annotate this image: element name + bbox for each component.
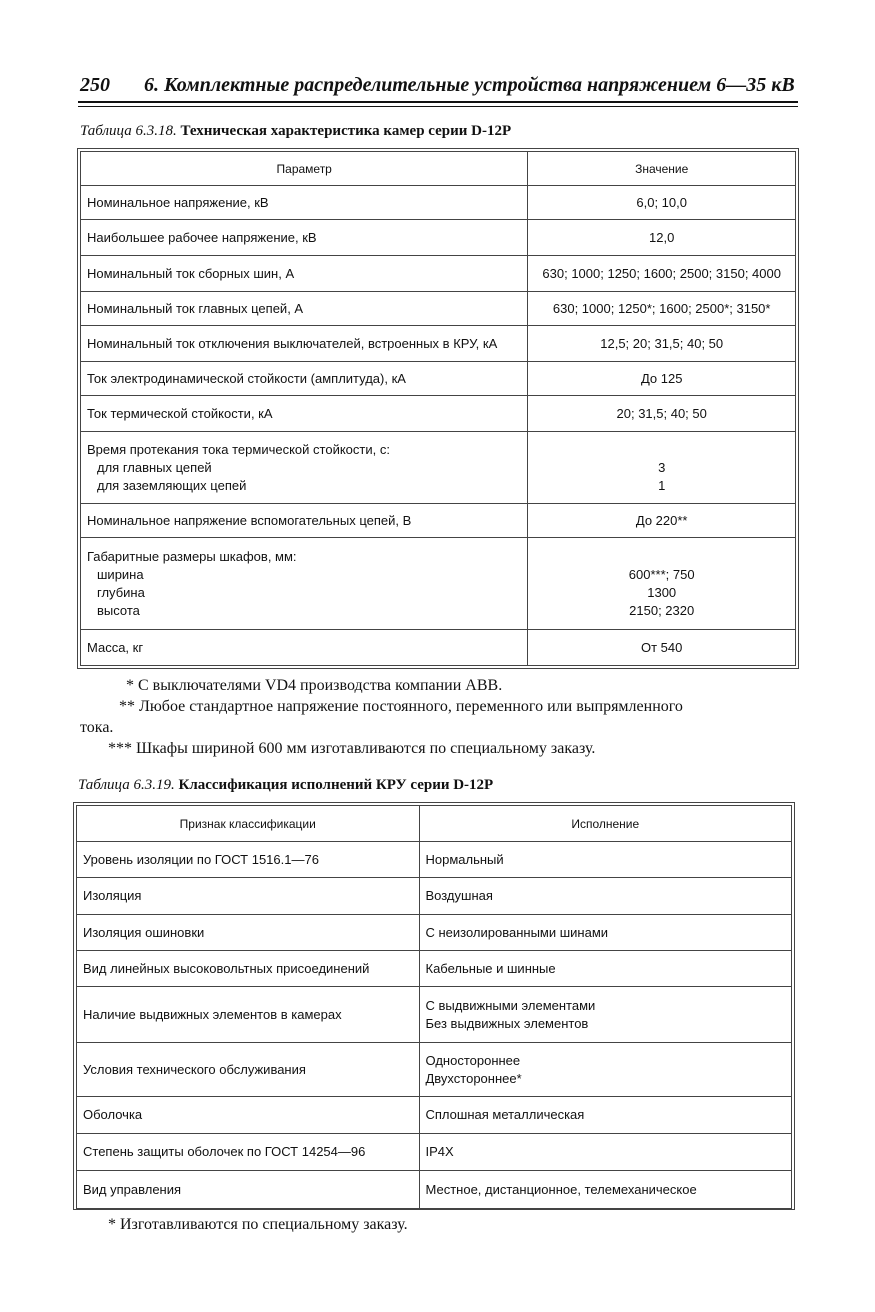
table2-variant-text: Одностороннее [425, 1052, 521, 1068]
table2-variant-cell [419, 1097, 792, 1134]
table1-param-cell [81, 256, 528, 292]
table2-feature-text: Изоляция ошиновки [83, 924, 205, 940]
table2-variant-text: Двухстороннее* [425, 1070, 522, 1086]
table1-row [81, 256, 796, 292]
table1-param-text: Масса, кг [87, 639, 144, 655]
table2-caption-number: Таблица 6.3.19. [78, 777, 175, 793]
table1-value-cell [528, 362, 796, 396]
table2-caption [78, 777, 493, 794]
page-number: 250 [80, 74, 110, 96]
table2-variant-text: IP4X [425, 1144, 454, 1159]
table1-footnote-3: *** Шкафы шириной 600 мм изготавливаются по специальному заказу. [108, 740, 596, 757]
table2-row [77, 915, 792, 951]
table1-param-text: Номинальный ток отключения выключателей, встроенных в КРУ, кА [87, 335, 498, 351]
table2-variant-cell [419, 1043, 792, 1097]
table2-body [77, 842, 792, 1209]
table1-footnote-2-cont: тока. [80, 719, 114, 736]
table1-param-cell [81, 630, 528, 666]
table2-variant-cell [419, 878, 792, 915]
table1-header-value: Значение [528, 152, 796, 186]
table1-value-cell [528, 220, 796, 256]
table1-value-text: До 220** [635, 512, 688, 528]
table1-param-cell [81, 504, 528, 538]
table2-feature-cell [77, 987, 420, 1043]
table1-param-text: высота [97, 602, 140, 618]
table2-feature-text: Степень защиты оболочек по ГОСТ 14254—96 [83, 1144, 366, 1159]
table1-value-text: 3 [658, 459, 666, 475]
table2-variant-text: С неизолированными шинами [425, 924, 609, 940]
table2-feature-cell [77, 1043, 420, 1097]
table1-param-text: Номинальный ток сборных шин, А [87, 265, 295, 281]
table2-feature-cell [77, 1097, 420, 1134]
table1-value-cell [528, 326, 796, 362]
table2-variant-text: Без выдвижных элементов [425, 1015, 589, 1031]
table2-caption-title: Классификация исполнений КРУ серии D-12P [178, 777, 494, 793]
header-rule-thin [78, 106, 798, 107]
table1-row [81, 326, 796, 362]
table1-value-text: 12,5; 20; 31,5; 40; 50 [600, 335, 724, 351]
table2-feature-text: Вид линейных высоковольтных присоединений [83, 960, 370, 976]
table1-value-cell [528, 256, 796, 292]
table2-variant-text: Кабельные и шинные [425, 960, 556, 976]
table1-value-text: 630; 1000; 1250*; 1600; 2500*; 3150* [552, 300, 771, 316]
table1-param-text: глубина [97, 584, 145, 600]
table1-param-text: Ток термической стойкости, кА [87, 405, 273, 421]
table1-value-cell [528, 630, 796, 666]
table1-param-cell [81, 292, 528, 326]
table1-row [81, 396, 796, 432]
table2-header-variant: Исполнение [419, 806, 792, 842]
table2-feature-text: Оболочка [83, 1107, 143, 1122]
table1-param-cell [81, 362, 528, 396]
table2-variant-text: Воздушная [425, 888, 493, 903]
table1-value-cell [528, 504, 796, 538]
table1-caption-number: Таблица 6.3.18. [80, 123, 177, 139]
table1-param-cell [81, 432, 528, 504]
table1-row [81, 538, 796, 630]
table1-value-text: 1300 [647, 584, 677, 600]
table1-value-cell [528, 538, 796, 630]
table2-variant-text: Сплошная металлическая [425, 1107, 585, 1122]
table1-caption-title: Техническая характеристика камер серии D-12P [180, 123, 512, 139]
table1-footnote-1: * С выключателями VD4 производства компании ABB. [126, 677, 503, 694]
table1-param-cell [81, 186, 528, 220]
table2-row [77, 1097, 792, 1134]
table1-row [81, 630, 796, 666]
table1-row [81, 362, 796, 396]
running-title: 6. Комплектные распределительные устройства напряжением 6—35 кВ [144, 74, 795, 96]
table1-param-text: ширина [97, 566, 144, 582]
table1-header-row [81, 152, 796, 186]
table1-value-text: 1 [658, 477, 666, 493]
table2-variant-cell [419, 842, 792, 878]
table2-feature-text: Условия технического обслуживания [83, 1061, 306, 1077]
table1-value-text: 12,0 [649, 229, 675, 245]
table2-variant-text: Нормальный [425, 851, 504, 867]
table2-feature-cell [77, 1171, 420, 1209]
table2-feature-cell [77, 951, 420, 987]
table2-variant-text: Местное, дистанционное, телемеханическое [425, 1181, 697, 1197]
table2-row [77, 1171, 792, 1209]
table2-footnote: * Изготавливаются по специальному заказу. [108, 1216, 408, 1233]
header-rule-thick [78, 101, 798, 103]
table1-param-text: Номинальный ток главных цепей, А [87, 300, 304, 316]
table2-feature-text: Уровень изоляции по ГОСТ 1516.1—76 [83, 851, 319, 867]
table2-row [77, 842, 792, 878]
table1-value-text: 630; 1000; 1250; 1600; 2500; 3150; 4000 [542, 265, 781, 281]
table2-header-feature: Признак классификации [77, 806, 420, 842]
table2-feature-text: Вид управления [83, 1181, 182, 1197]
table1-footnote-2: ** Любое стандартное напряжение постоянного, переменного или выпрямленного [119, 698, 683, 715]
table1-row [81, 220, 796, 256]
table1-value-cell [528, 432, 796, 504]
table1-value-text: От 540 [641, 639, 683, 655]
table1-body [81, 186, 796, 666]
table1-value-text: 600***; 750 [628, 566, 695, 582]
table2-variant-cell [419, 1171, 792, 1209]
table2 [76, 805, 792, 1209]
table1 [80, 151, 796, 666]
table1-param-text: Габаритные размеры шкафов, мм: [87, 548, 297, 564]
table1-param-text: Ток электродинамической стойкости (амплитуда), кА [87, 370, 406, 386]
table1-value-text: 2150; 2320 [629, 602, 695, 618]
table2-feature-cell [77, 915, 420, 951]
table2-row [77, 1043, 792, 1097]
table1-value-cell [528, 292, 796, 326]
table1-param-text: для заземляющих цепей [97, 477, 247, 493]
table1-value-cell [528, 186, 796, 220]
table1-param-text: Время протекания тока термической стойкости, с: [87, 441, 390, 457]
table1-row [81, 292, 796, 326]
table1-param-text: Номинальное напряжение, кВ [87, 194, 269, 210]
table2-variant-cell [419, 951, 792, 987]
table1-param-cell [81, 220, 528, 256]
table2-variant-cell [419, 915, 792, 951]
table1-param-cell [81, 538, 528, 630]
table1-header-param: Параметр [81, 152, 528, 186]
table2-feature-text: Наличие выдвижных элементов в камерах [83, 1006, 342, 1022]
table1-param-text: Наибольшее рабочее напряжение, кВ [87, 229, 317, 245]
table2-variant-text: С выдвижными элементами [425, 997, 596, 1013]
table2-row [77, 878, 792, 915]
table1-value-text: До 125 [640, 370, 683, 386]
table2-variant-cell [419, 987, 792, 1043]
table1-row [81, 432, 796, 504]
table1-value-text [534, 548, 789, 566]
table1-row [81, 504, 796, 538]
table1-row [81, 186, 796, 220]
table2-row [77, 951, 792, 987]
table2-header-row [77, 806, 792, 842]
table1-caption [80, 123, 511, 140]
table1-param-text: для главных цепей [97, 459, 212, 475]
table2-row [77, 1134, 792, 1171]
table1-param-cell [81, 396, 528, 432]
table1-value-text [534, 441, 789, 459]
table1-value-text: 20; 31,5; 40; 50 [616, 405, 707, 421]
table2-feature-cell [77, 1134, 420, 1171]
table1-param-cell [81, 326, 528, 362]
table2-feature-cell [77, 842, 420, 878]
table1-value-text: 6,0; 10,0 [636, 194, 687, 210]
table2-feature-cell [77, 878, 420, 915]
table2-variant-cell [419, 1134, 792, 1171]
table1-param-text: Номинальное напряжение вспомогательных цепей, В [87, 512, 412, 528]
table2-row [77, 987, 792, 1043]
table2-feature-text: Изоляция [83, 888, 142, 903]
running-header [78, 72, 798, 100]
table1-value-cell [528, 396, 796, 432]
